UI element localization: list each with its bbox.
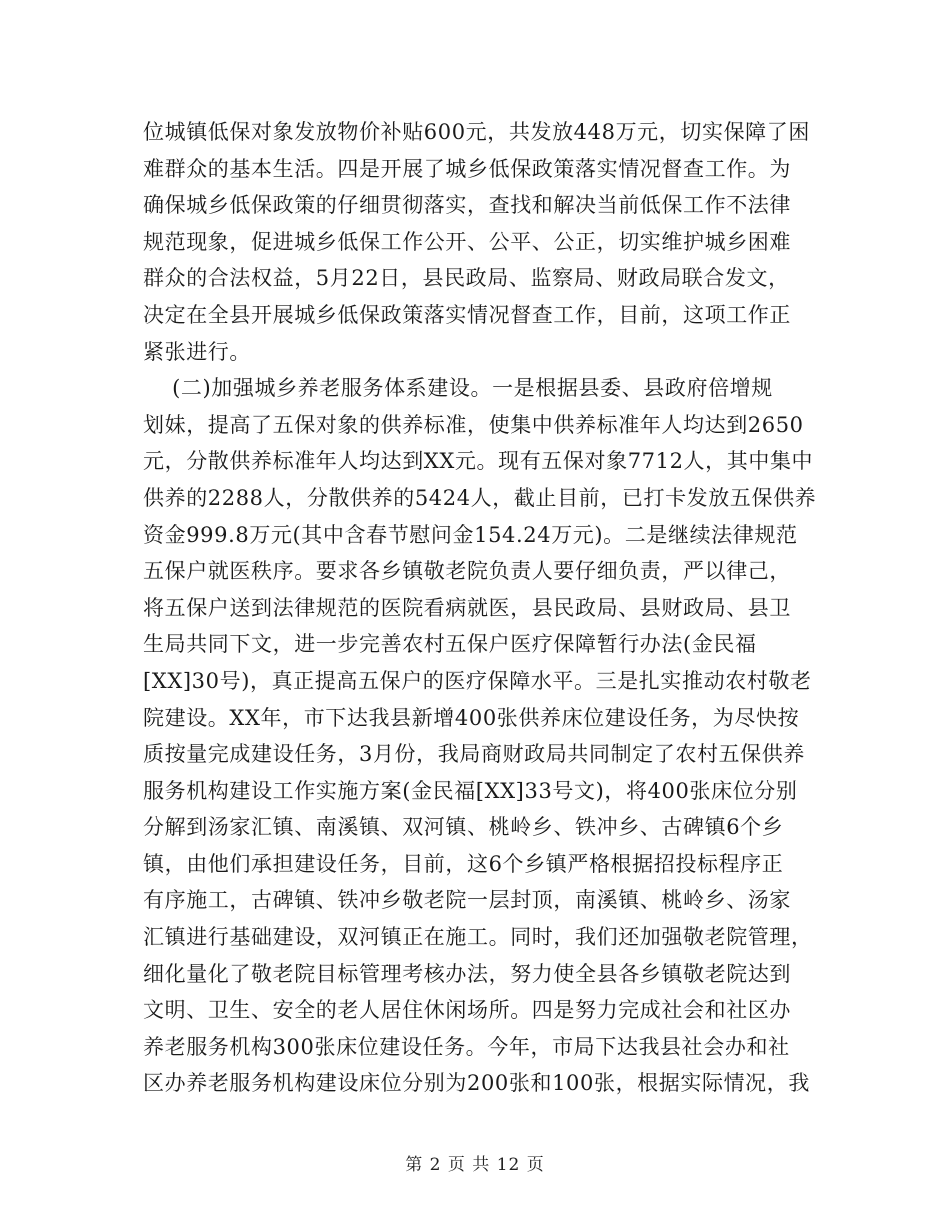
text-line: 镇，由他们承担建设任务，目前，这6个乡镇严格根据招投标程序正 xyxy=(143,851,784,876)
text-line: 元，分散供养标准年人均达到XX元。现有五保对象7712人，其中集中 xyxy=(143,449,814,474)
text-line: 紧张进行。 xyxy=(143,339,251,364)
text-line: 养老服务机构300张床位建设任务。今年，市局下达我县社会办和社 xyxy=(143,1034,790,1059)
text-line: [XX]30号)，真正提高五保户的医疗保障水平。三是扎实推动农村敬老 xyxy=(143,668,812,693)
text-line: 划妹，提高了五保对象的供养标准，使集中供养标准年人均达到2650 xyxy=(143,412,804,437)
document-body xyxy=(143,114,823,1102)
text-line: 质按量完成建设任务，3月份，我局商财政局共同制定了农村五保供养 xyxy=(143,742,805,767)
page-number-footer: 第 2 页 共 12 页 xyxy=(405,1155,545,1175)
text-line: 院建设。XX年，市下达我县新增400张供养床位建设任务，为尽快按 xyxy=(143,705,800,730)
text-line: 分解到汤家汇镇、南溪镇、双河镇、桃岭乡、铁冲乡、古碑镇6个乡 xyxy=(143,815,784,840)
text-line: 区办养老服务机构建设床位分别为200张和100张，根据实际情况，我 xyxy=(143,1071,810,1096)
text-line: 汇镇进行基础建设，双河镇正在施工。同时，我们还加强敬老院管理， xyxy=(143,925,813,950)
text-line: 供养的2288人，分散供养的5424人，截止目前，已打卡发放五保供养 xyxy=(143,485,817,510)
text-line: 群众的合法权益，5月22日，县民政局、监察局、财政局联合发文， xyxy=(143,266,790,291)
text-line: 服务机构建设工作实施方案(金民福[XX]33号文)，将400张床位分别 xyxy=(143,778,798,803)
text-line: 资金999.8万元(其中含春节慰问金154.24万元)。二是继续法律规范 xyxy=(143,522,798,547)
text-line: 决定在全县开展城乡低保政策落实情况督查工作，目前，这项工作正 xyxy=(143,302,791,327)
text-line: 五保户就医秩序。要求各乡镇敬老院负责人要仔细负责，严以律己， xyxy=(143,559,791,584)
text-line: 有序施工，古碑镇、铁冲乡敬老院一层封顶，南溪镇、桃岭乡、汤家 xyxy=(143,888,791,913)
text-line: 位城镇低保对象发放物价补贴600元，共发放448万元，切实保障了困 xyxy=(143,120,810,144)
text-line: 难群众的基本生活。四是开展了城乡低保政策落实情况督查工作。为 xyxy=(143,156,791,181)
text-line: 规范现象，促进城乡低保工作公开、公平、公正，切实维护城乡困难 xyxy=(143,229,791,254)
text-line: 文明、卫生、安全的老人居住休闲场所。四是努力完成社会和社区办 xyxy=(143,998,791,1023)
section-heading-line: (二)加强城乡养老服务体系建设。一是根据县委、县政府倍增规 xyxy=(143,376,773,401)
text-line: 生局共同下文，进一步完善农村五保户医疗保障暂行办法(金民福 xyxy=(143,632,757,657)
text-line: 确保城乡低保政策的仔细贯彻落实，查找和解决当前低保工作不法律 xyxy=(143,193,791,218)
text-line: 细化量化了敬老院目标管理考核办法，努力使全县各乡镇敬老院达到 xyxy=(143,961,791,986)
text-line: 将五保户送到法律规范的医院看病就医，县民政局、县财政局、县卫 xyxy=(143,595,791,620)
